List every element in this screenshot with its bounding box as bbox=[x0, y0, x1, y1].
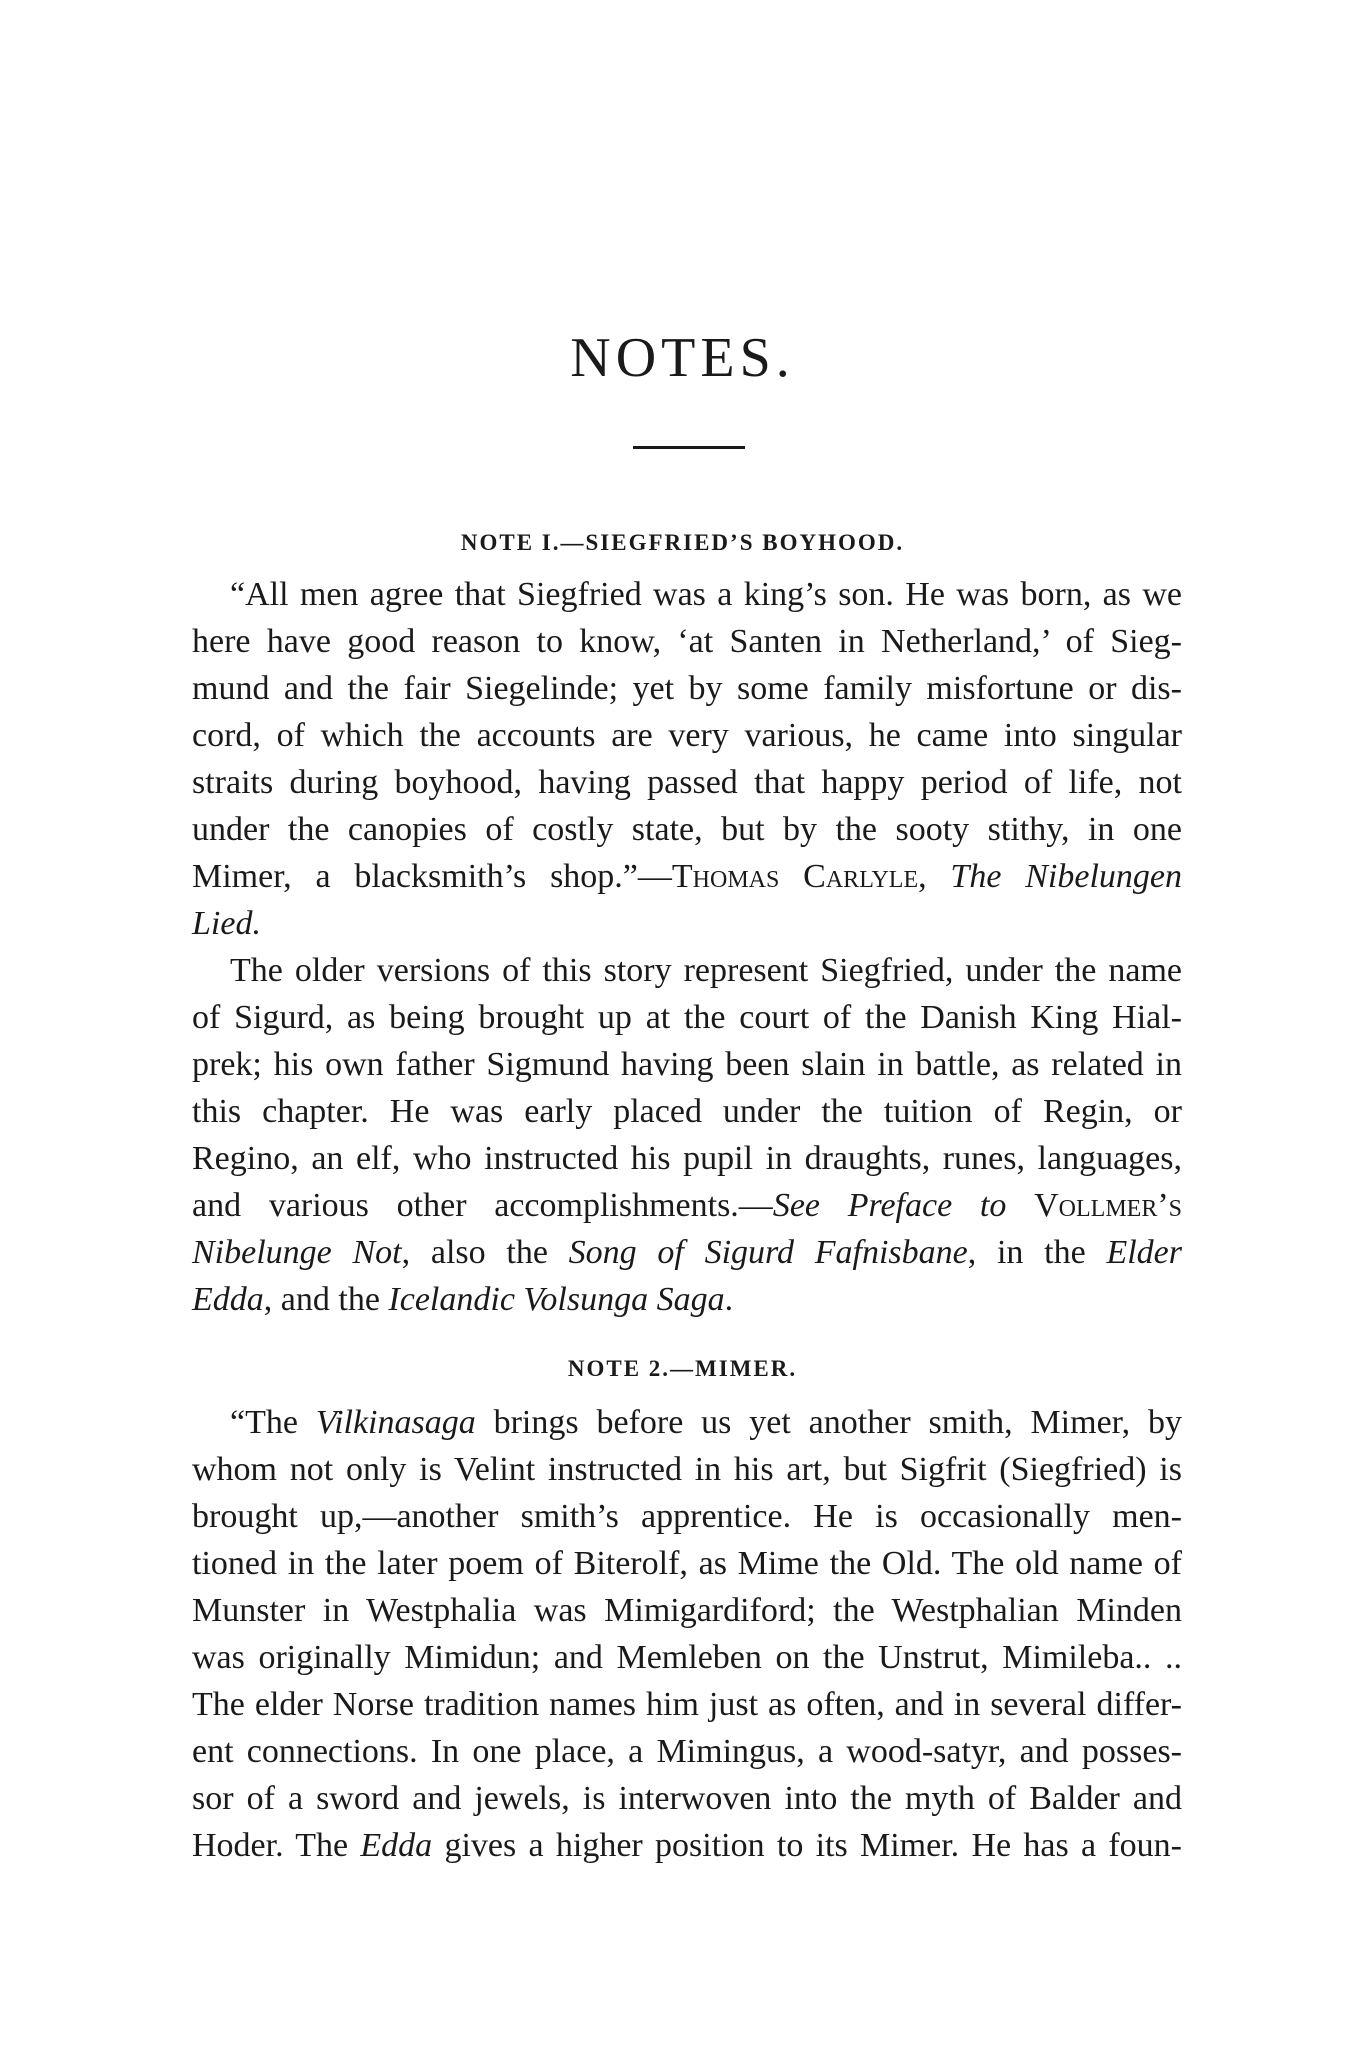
text-line: here have good reason to know, ‘at Santen in Netherland,’ of Sieg- bbox=[192, 623, 1182, 660]
work-title: Icelandic Volsunga Saga bbox=[388, 1281, 725, 1318]
work-title: The Nibelungen bbox=[950, 858, 1182, 895]
text-run: gives a higher position to its Mimer. He has a foun- bbox=[432, 1827, 1182, 1864]
work-title: Elder bbox=[1106, 1234, 1182, 1271]
text-line: under the canopies of costly state, but by the sooty stithy, in one bbox=[192, 811, 1182, 848]
text-line: sor of a sword and jewels, is interwoven into the myth of Balder and bbox=[192, 1780, 1182, 1817]
work-title: Edda bbox=[360, 1827, 433, 1864]
work-title: Vilkinasaga bbox=[315, 1404, 476, 1441]
text-line: prek; his own father Sigmund having been slain in battle, as related in bbox=[192, 1046, 1182, 1083]
text-line bbox=[192, 1829, 1182, 1863]
text-line: ent connections. In one place, a Mimingus, a wood-satyr, and posses- bbox=[192, 1733, 1182, 1770]
text-run: , and the bbox=[263, 1281, 389, 1318]
work-title: Song of Sigurd Fafnisbane bbox=[568, 1234, 968, 1271]
work-title: Edda bbox=[192, 1281, 264, 1318]
text-line: of Sigurd, as being brought up at the court of the Danish King Hial- bbox=[192, 999, 1182, 1036]
text-line: brought up,—another smith’s apprentice. He is occasionally men- bbox=[192, 1498, 1182, 1535]
text-line bbox=[192, 1236, 1182, 1270]
text-run: “The bbox=[230, 1404, 316, 1441]
work-title: Lied. bbox=[192, 905, 261, 942]
note-2-heading: NOTE 2.—MIMER. bbox=[567, 1356, 798, 1381]
text-run: , in the bbox=[967, 1234, 1107, 1271]
text-line: tioned in the later poem of Biterolf, as Mime the Old. The old name of bbox=[192, 1545, 1182, 1582]
text-run bbox=[1006, 1187, 1034, 1224]
title-rule bbox=[633, 446, 745, 449]
author-name: Thomas Carlyle bbox=[671, 858, 919, 895]
text-line bbox=[192, 1283, 1182, 1317]
text-line: Munster in Westphalia was Mimigardiford; the Westphalian Minden bbox=[192, 1592, 1182, 1629]
text-run: and various other accomplishments.— bbox=[192, 1187, 773, 1224]
text-run: Mimer, a blacksmith’s shop.”— bbox=[192, 858, 672, 895]
text-line: cord, of which the accounts are very various, he came into singular bbox=[192, 717, 1182, 754]
text-run: brings before us yet another smith, Mimer, by bbox=[475, 1404, 1182, 1441]
text-line: “All men agree that Siegfried was a king’s son. He was born, as we bbox=[230, 576, 1182, 613]
text-line: The older versions of this story represent Siegfried, under the name bbox=[230, 952, 1182, 989]
text-run: Hoder. The bbox=[192, 1827, 361, 1864]
work-title: Nibelunge Not bbox=[192, 1234, 402, 1271]
text-line: whom not only is Velint instructed in his art, but Sigfrit (Siegfried) is bbox=[192, 1451, 1182, 1488]
page-title: NOTES. bbox=[570, 327, 795, 389]
text-line: The elder Norse tradition names him just as often, and in several differ- bbox=[192, 1686, 1182, 1723]
text-line bbox=[192, 1406, 1182, 1440]
text-line: this chapter. He was early placed under the tuition of Regin, or bbox=[192, 1093, 1182, 1130]
text-line: Regino, an elf, who instructed his pupil in draughts, runes, languages, bbox=[192, 1140, 1182, 1177]
text-line: was originally Mimidun; and Memleben on the Unstrut, Mimileba.. .. bbox=[192, 1639, 1182, 1676]
text-run: . bbox=[724, 1281, 734, 1318]
author-name: Vollmer’s bbox=[1034, 1187, 1182, 1224]
text-line bbox=[192, 907, 1182, 941]
text-run: , also the bbox=[401, 1234, 569, 1271]
reference-text: See Preface to bbox=[772, 1187, 1007, 1224]
text-line bbox=[192, 860, 1182, 894]
text-run: , bbox=[918, 858, 951, 895]
text-line: straits during boyhood, having passed that happy period of life, not bbox=[192, 764, 1182, 801]
text-line bbox=[192, 1189, 1182, 1223]
note-1-heading: NOTE I.—SIEGFRIED’S BOYHOOD. bbox=[460, 530, 905, 555]
text-line: mund and the fair Siegelinde; yet by some family misfortune or dis- bbox=[192, 670, 1182, 707]
